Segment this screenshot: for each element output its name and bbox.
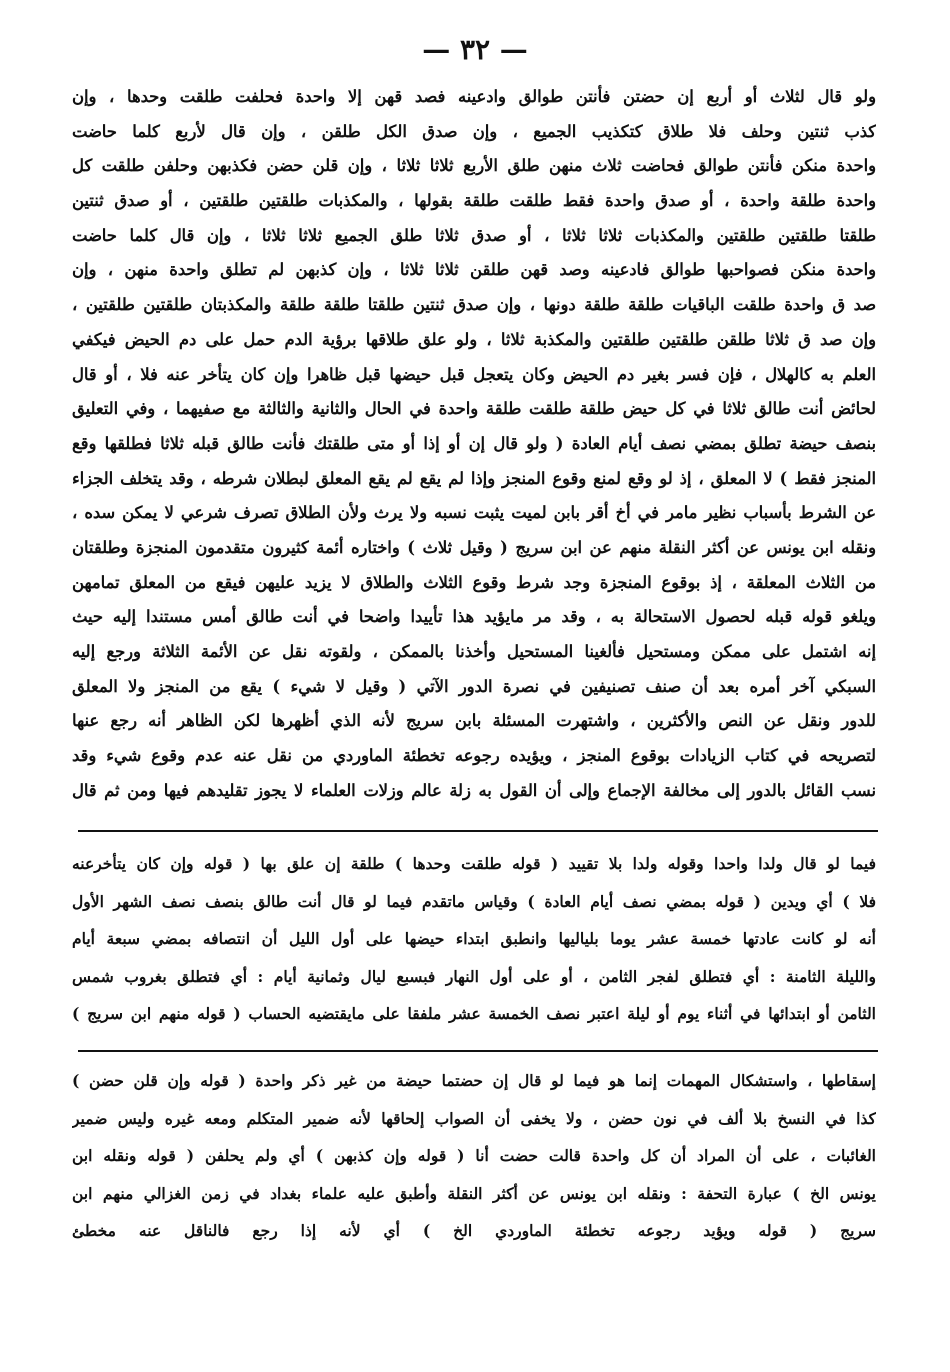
footnote-2-line: كذا في النسخ بلا ألف في نون حضن ، ولا يخفى أن الصواب إلحاقها لأنه ضمير المتكلم ومعه غيره وليس ضمير <box>72 1108 876 1128</box>
main-text-line: لحائض أنت طالق ثلاثا في كل حيض طلقة طلقت طلقة واحدة في الحال والثانية والثالثة مع صفيهما ، وفي التعليق <box>72 399 876 419</box>
main-text-line: طلقتا طلقتين طلقتين والمكذبات ثلاثا ثلاثا ، أو صدق ثلاثا طلق الجميع ثلاثا ثلاثا ، وإن قال كلما حاضت <box>72 225 876 245</box>
footnote-2-line: يونس الخ ) عبارة التحفة : ونقله ابن يونس عن أكثر النقلة وأطبق عليه علماء بغداد في زمن الغزالي منهم ابن <box>72 1183 876 1203</box>
main-text-line: عن الشرط بأسباب نظير مامر في أخ أقر بابن لميت يثبت نسبه ولا يرث ولأن الطلاق تصرف شرعي لا يمكن سده ، <box>72 503 876 523</box>
footnote-1-line: فلا ) أي ويدين ( قوله بمضي نصف أيام العادة ) وقياس ماتقدم فيما لو قال أنت طالق بنصف نصف الشهر الأول <box>72 891 876 911</box>
footnote-divider-2 <box>78 1050 878 1052</box>
main-text-line: إنه اشتمل على ممكن ومستحيل فألغينا المستحيل وأخذنا بالممكن ، ولقوته نقل عن الأئمة الثلاثة ورجع إليه <box>72 642 876 661</box>
main-text-line: للدور ونقل عن النص والأكثرين ، واشتهرت المسئلة بابن سريج لأنه الذي أظهرها لكن الظاهر أنه رجع عنها <box>72 711 876 731</box>
page-number: — ٣٢ — <box>422 33 528 66</box>
main-text <box>72 80 876 808</box>
main-text-line: ونقله ابن يونس عن أكثر النقلة منهم عن ابن سريج ( وقيل ثلاث ) واختاره أئمة كثيرون متقدمون المنجزة وطلقتان <box>72 537 876 557</box>
footnote-2-line: الغائبات ، على أن المراد أن كل واحدة قالت حضت أنا ( قوله وإن كذبهن ) أي ولم يحلفن ( قوله ونقله ابن <box>72 1146 876 1165</box>
main-text-line: المنجز فقط ) لا المعلق ، إذ لو وقع لمنع وقوع المنجز وإذا لم يقع لم يقع المعلق لبطلان شرطه ، وقد يتخلف الجزاء <box>72 468 876 488</box>
main-text-line: واحدة طلقة واحدة ، أو صدق واحدة فقط طلقت طلقة بقولها ، والمكذبات طلقتين طلقتين ، أو صدق ثنتين <box>72 191 876 211</box>
footnote-1 <box>72 845 876 1033</box>
main-text-line: واحدة منكن فصواحبها طوالق فادعينه وصد قهن طلقن ثلاثا ثلاثا ، وإن كذبهن لم تطلق واحدة منهن ، وإن <box>72 260 876 280</box>
main-text-line: السبكي آخر أمره بعد أن صنف تصنيفين في نصرة الدور الآتي ( وقيل لا شيء ) يقع من المنجز ولا المعلق <box>72 676 876 696</box>
footnote-1-line: والليلة الثامنة : أي فتطلق لفجر الثامن ، أو على أول النهار فبسبع ليال وثمانية أيام : أي فتطلق بغروب شمس <box>72 966 876 986</box>
footnote-2-line: سريج ( قوله ويؤيد رجوعه تخطئة الماوردي الخ ) أي لأنه إذا رجع فالناقل عنه مخطئ <box>72 1221 876 1240</box>
main-text-line: بنصف حيضة تطلق بمضي نصف أيام العادة ( ولو قال إن أو إذا أو متى طلقتك فأنت طالق قبله ثلاثا فطلقها وقع <box>72 433 876 453</box>
main-text-line: العلم به كالهلال ، فإن فسر بغير دم الحيض وكان يتعجل قبل حيضها قبل ظاهرا وإن كان يتأخر عنه فلا ، أو قال <box>72 364 876 384</box>
main-text-line: ويلغو قوله قبله لحصول الاستحالة به ، وقد مر مايؤيد هذا تأييدا واضحا في أنت طالق أمس مستندا إليه حيث <box>72 607 876 627</box>
main-text-line: صد ق واحدة طلقت الباقيات طلقة طلقة دونها ، وإن صدق ثنتين طلقتا طلقة طلقة والمكذبتان طلقتين طلقتين ، <box>72 295 876 315</box>
main-text-line: نسب القائل بالدور إلى مخالفة الإجماع وإلى أن القول به زلة عالم وزلات العلماء لا يجوز تقليدهم فيها ومن ثم قال <box>72 780 876 800</box>
footnote-2-line: إسقاطها ، واستشكال المهمات إنما هو فيما لو قال إن حضتما حيضة من غير ذكر واحدة ( قوله وإن قلن حضن ) <box>72 1071 876 1090</box>
main-text-line: من الثلاث المعلقة ، إذ بوقوع المنجزة وجد شرط وقوع الثلاث والطلاق لا يزيد عليهن فيقع من المعلق تمامهن <box>72 572 876 592</box>
footnote-1-line: الثامن أو ابتدائها في أثناء يوم أو ليلة اعتبر نصف الخمسة عشر ملفقا على مايقتضيه الحساب ( قوله منهم ابن سريج ) <box>72 1004 876 1023</box>
footnote-2 <box>72 1062 876 1250</box>
main-text-line: واحدة منكن فأنتن طوالق فحاضت ثلاث منهن طلق الأربع ثلاثا ثلاثا ، وإن قلن حضن فكذبهن وحلفن طلقت كل <box>72 156 876 176</box>
main-text-line: ولو قال لثلاث أو أربع إن حضتن فأنتن طوالق وادعينه فصد قهن إلا واحدة فحلفت طلقت وحدها ، وإن <box>72 87 876 106</box>
footnote-1-line: فيما لو قال ولدا واحدا وقوله ولدا بلا تقييد ( قوله طلقت وحدها ) طلقة إن علق بها ( قوله وإن كان يتأخرعنه <box>72 854 876 873</box>
main-text-line: كذب ثنتين وحلف فلا طلاق كتكذيب الجميع ، وإن صدق الكل طلقن ، وإن قال لأربع كلما حاضت <box>72 121 876 141</box>
footnote-divider-1 <box>78 830 878 832</box>
footnote-1-line: أنه لو كانت عادتها خمسة عشر يوما بلياليها وانطبق ابتداء حيضها على أول الليل أن انتصافه بمضي سبعة أيام <box>72 929 876 948</box>
main-text-line: وإن صد ق ثلاثا طلقن طلقتين طلقتين والمكذبة ثلاثا ، ولو علق طلاقها برؤية الدم حمل على دم الحيض فيكفي <box>72 329 876 349</box>
main-text-line: لتصريحه في كتاب الزيادات بوقوع المنجز ، ويؤيده رجوعه تخطئة الماوردي من نقل عنه عدم وقوع شيء وقد <box>72 746 876 766</box>
